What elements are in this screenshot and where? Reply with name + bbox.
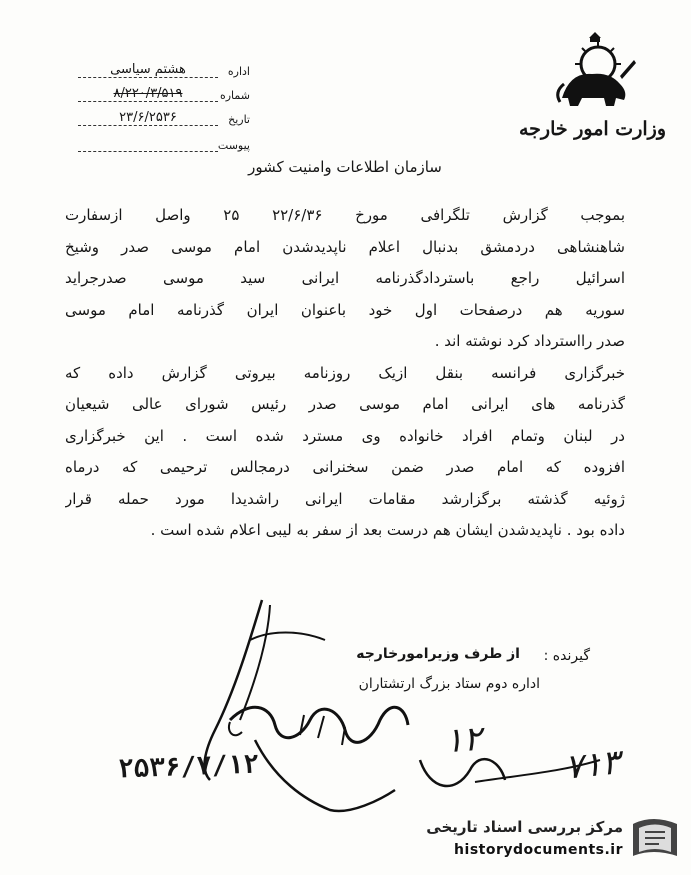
handwritten-number: ۷۱۳: [563, 742, 622, 788]
recipients-label: گیرنده :: [543, 648, 590, 664]
body-line: شاهنشاهی دردمشق بدنبال اعلام ناپدیدشدن امام موسی صدر وشیخ: [65, 237, 625, 256]
attachment-key: پیوست: [217, 139, 250, 152]
body-line: خبرگزاری فرانسه بنقل ازیک روزنامه بیروتی گزارش داده که: [65, 363, 625, 382]
body-line: اسرائیل راجع باستردادگذرنامه ایرانی سید موسی صدرجراید: [65, 269, 625, 287]
body-line: سوریه هم درصفحات اول خود باعنوان ایران گذرنامه امام موسی: [65, 300, 625, 319]
archive-watermark: [415, 812, 685, 867]
body-line: صدر رااسترداد کرد نوشته اند .: [434, 332, 625, 350]
body-line: افزوده که امام صدر ضمن سخنرانی درمجالس ترحیمی که درماه: [65, 458, 625, 476]
handwritten-number: ۱۲: [443, 718, 483, 762]
office-value: هشتم سیاسی: [78, 62, 218, 78]
number-line: [78, 80, 250, 102]
date-line: [78, 104, 250, 126]
office-line: [78, 56, 250, 78]
date-value: ۲۳/۶/۲۵۳۶: [78, 110, 218, 126]
attachment-line: [78, 130, 250, 152]
office-key: اداره: [227, 65, 250, 78]
body-line: گذرنامه های ایرانی امام موسی صدر رئیس شورای عالی شیعیان: [65, 395, 625, 413]
body-line: داده بود . ناپدیدشدن ایشان هم درست بعد از سفر به لیبی اعلام شده است .: [150, 521, 625, 539]
lion-and-sun-emblem-icon: [550, 28, 640, 118]
archive-logo-icon: [627, 814, 685, 864]
letter-body: [65, 200, 625, 547]
watermark-url: historydocuments.ir: [454, 842, 623, 858]
sender-line: از طرف وزیرامورخارجه: [356, 646, 520, 662]
addressee-organization: سازمان اطلاعات وامنیت کشور: [248, 158, 442, 176]
number-key: شماره: [219, 89, 250, 102]
number-value: ۸/۲۲۰/۳/۵۱۹: [78, 86, 218, 102]
body-line: ژوئیه گذشته برگزارشد مقامات ایرانی راشدیدا مورد حمله قرار: [65, 489, 625, 508]
date-stamp: ۲۵۳۶/۷/۱۲: [117, 749, 260, 785]
attachment-value: [78, 151, 218, 152]
recipient-item: اداره دوم ستاد بزرگ ارتشتاران: [358, 676, 540, 692]
body-line: در لبنان وتمام افراد خانواده وی مسترد شده است . این خبرگزاری: [65, 426, 625, 445]
body-line: بموجب گزارش تلگرافی مورخ ۲۲/۶/۳۶ ۲۵ واصل ازسفارت: [65, 206, 625, 224]
reference-block: [50, 52, 250, 162]
date-key: تاریخ: [228, 113, 250, 126]
watermark-title: مرکز بررسی اسناد تاریخی: [426, 818, 623, 836]
ministry-title: وزارت امور خارجه: [518, 118, 666, 140]
